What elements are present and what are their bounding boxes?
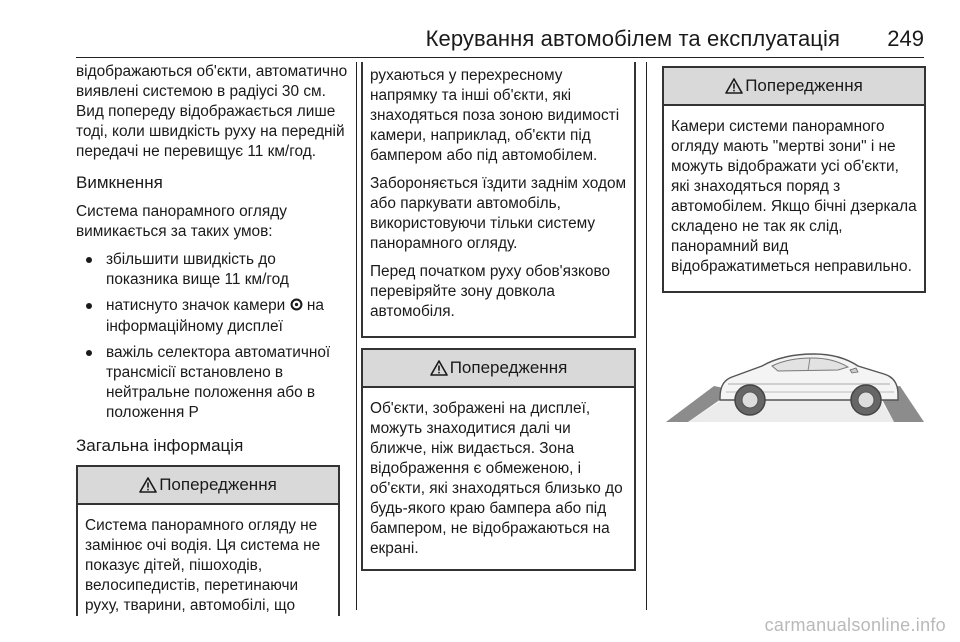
column-2 [370, 62, 632, 571]
column-divider-left [356, 62, 357, 610]
list-item: натиснуто значок камери на інформаційному дисплеї [76, 296, 348, 337]
section-heading-general: Загальна інформація [76, 436, 244, 455]
warning-text: Система панорамного огляду не замінює очі водія. Ця система не показує дітей, пішоходів, велосипедистів, перетинаючи руху, тварини, автомобілі, що [85, 517, 321, 614]
car-illustration [662, 300, 928, 434]
off-conditions-list [76, 250, 348, 423]
section-heading-off: Вимкнення [76, 173, 163, 192]
car-camera-zone-figure [662, 300, 928, 434]
column-3 [662, 62, 926, 293]
warning-triangle-icon [430, 360, 448, 376]
warning-box-2 [361, 348, 636, 571]
column-divider-right [646, 62, 647, 610]
warning-triangle-icon [725, 78, 743, 94]
intro-paragraph: відображаються об'єкти, автоматично виявлені системою в радіусі 30 см. Вид попереду відображається лише тоді, коли швидкість руху на передній передачі не перевищує 11 км/год. [76, 63, 348, 160]
page-header [0, 0, 960, 58]
warning-header [363, 350, 634, 388]
watermark: carmanualsonline.info [764, 615, 946, 635]
warning-body [363, 388, 634, 569]
warning-box-3 [662, 66, 926, 293]
warning-body [664, 106, 924, 291]
list-item: збільшити швидкість до показника вище 11 км/год [76, 250, 348, 290]
warning-title: Попередження [745, 76, 863, 95]
header-rule [76, 57, 924, 58]
warning-text: Камери системи панорамного огляду мають "мертві зони" і не можуть відображати усі об'єкти, які знаходяться поряд з автомобілем. Якщо бічні дзеркала складено не так як слід, панорамний вид відображатиметься неправильно. [671, 118, 917, 275]
warning-header [664, 68, 924, 106]
warning-title: Попередження [449, 358, 568, 377]
page-number: 249 [887, 26, 924, 51]
warning-header [78, 467, 338, 505]
warning-continuation-box [361, 62, 636, 338]
continued-text: рухаються у перехресному напрямку та інші об'єкти, які знаходяться поза зоною видимості камери, наприклад, об'єкти під бампером або під автомобілем. [370, 67, 620, 164]
reverse-paragraph: Забороняється їздити заднім ходом або паркувати автомобіль, використовуючи тільки систему панорамного огляду. [370, 175, 627, 252]
warning-triangle-icon [139, 477, 157, 493]
camera-icon [290, 297, 303, 317]
list-item: важіль селектора автоматичної трансмісії встановлено в нейтральне положення або в положення P [76, 343, 348, 423]
check-paragraph: Перед початком руху обов'язково перевіряйте зону довкола автомобіля. [370, 263, 611, 320]
column-1 [76, 62, 348, 616]
off-intro-paragraph: Система панорамного огляду вимикається за таких умов: [76, 203, 287, 240]
warning-body [78, 505, 338, 616]
warning-text: Об'єкти, зображені на дисплеї, можуть знаходитися далі чи ближче, ніж видається. Зона відображення є обмеженою, і об'єкти, які знаходяться близько до будь-якого краю бампера або під бампером, не відображаються на екрані. [370, 400, 623, 557]
header-title: Керування автомобілем та експлуатація [425, 26, 840, 51]
warning-box-1 [76, 465, 340, 616]
warning-title: Попередження [159, 475, 277, 494]
